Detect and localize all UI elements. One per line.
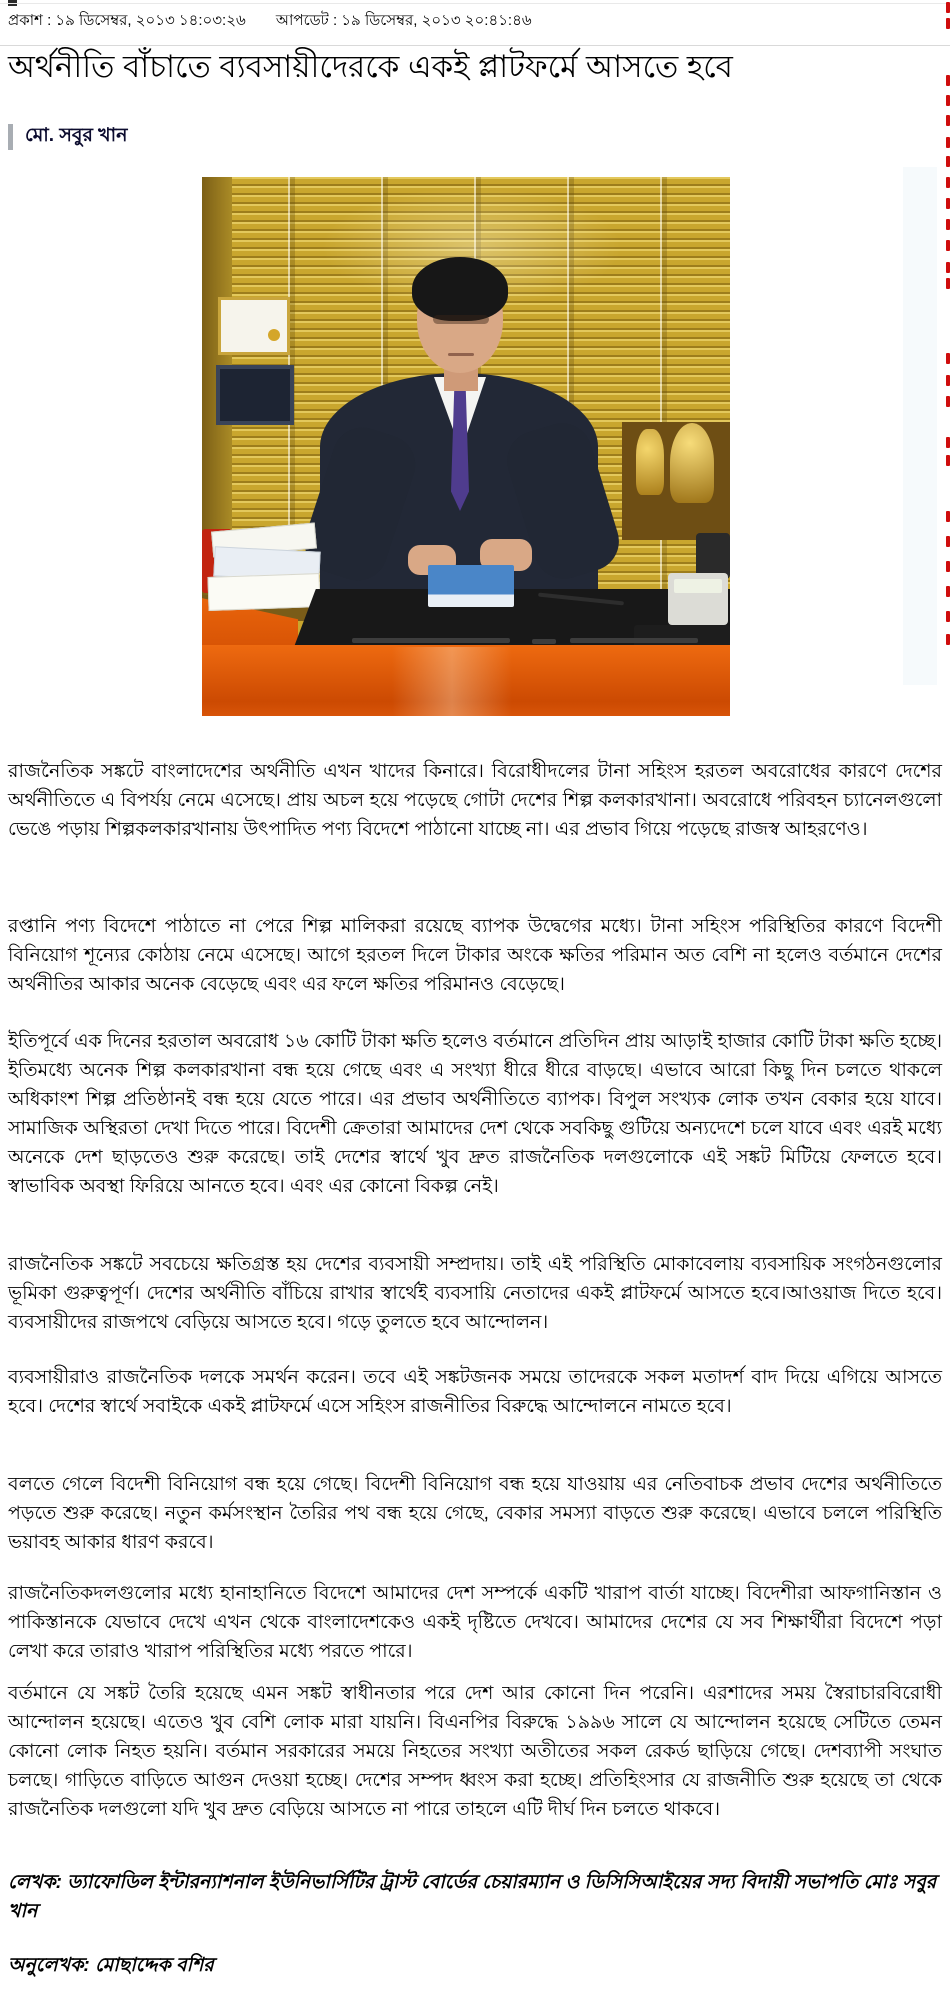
- man-mouth: [448, 353, 474, 356]
- clipped-bullet-icon: [946, 240, 950, 251]
- clipped-bullet-icon: [946, 437, 950, 448]
- clipped-bullet-icon: [946, 198, 950, 209]
- article-paragraph: ইতিপূর্বে এক দিনের হরতাল অবরোধ ১৬ কোটি টাকা ক্ষতি হলেও বর্তমানে প্রতিদিন প্রায় আড়াই হাজার কোটি টাকা ক্ষতি হচ্ছে। ইতিমধ্যে অনেক শিল্প কলকারখানা বন্ধ হয়ে গেছে এবং এ সংখ্যা ধীরে ধীরে বাড়ছে। এভাবে আরো কিছু দিন চলতে থাকলে অধিকাংশ শিল্প প্রতিষ্ঠানই বন্ধ হয়ে যেতে পারে। এর প্রভাব অর্থনীতিতে ব্যাপক। বিপুল সংখ্যক লোক তখন বেকার হয়ে যাবে। সামাজিক অস্থিরতা দেখা দিতে পারে। বিদেশী ক্রেতারা আমাদের দেশ থেকে সবকিছু গুটিয়ে অন্যদেশে চলে যাবে এবং এরই মধ্যে অনেকে দেশ ছাড়তেও শুরু করেছে। তাই দেশের স্বার্থে খুব দ্রুত রাজনৈতিক দলগুলোকে এই সঙ্কট মিটিয়ে ফেলতে হবে। স্বাভাবিক অবস্থা ফিরিয়ে আনতে হবে। এবং এর কোনো বিকল্প নেই।: [8, 1031, 942, 1197]
- article-title: অর্থনীতি বাঁচাতে ব্যবসায়ীদেরকে একই প্লাটফর্মে আসতে হবে: [8, 49, 733, 84]
- clipped-bullet-icon: [946, 75, 950, 86]
- article-paragraph: বলতে গেলে বিদেশী বিনিয়োগ বন্ধ হয়ে গেছে। বিদেশী বিনিয়োগ বন্ধ হয়ে যাওয়ায় এর নেতিবাচক প্রভাব দেশের অর্থনীতিতে পড়তে শুরু করেছে। নতুন কর্মসংস্থান তৈরির পথ বন্ধ হয়ে গেছে, বেকার সমস্যা বাড়তে শুরু করেছে। এভাবে চললে পরিস্থিতি ভয়াবহ আকার ধারণ করবে।: [8, 1474, 942, 1553]
- clipped-bullet-icon: [946, 177, 950, 188]
- man-eyes: [433, 315, 489, 324]
- photo-frame: [216, 365, 294, 425]
- author-name: মো. সবুর খান: [25, 125, 128, 146]
- clipped-bullet-icon: [946, 137, 950, 148]
- clipped-bullet-icon: [946, 95, 950, 106]
- desk-reflection: [392, 647, 512, 716]
- article-photo: [202, 177, 730, 716]
- certificate-seal: [268, 329, 280, 341]
- updated-date: আপডেট : ১৯ ডিসেম্বর, ২০১৩ ২০:৪১:৪৬: [275, 12, 532, 29]
- clipped-bullet-icon: [946, 536, 950, 547]
- published-date: প্রকাশ : ১৯ ডিসেম্বর, ২০১৩ ১৪:০৩:২৬: [8, 12, 246, 29]
- clipped-bullet-icon: [946, 115, 950, 126]
- clipped-bullet-icon: [946, 396, 950, 407]
- man-tie: [451, 389, 469, 511]
- blue-booklet: [428, 565, 514, 607]
- desk-groove: [532, 639, 556, 644]
- byline-marker: [8, 124, 13, 150]
- calculator-screen: [674, 579, 722, 593]
- meta-divider: [0, 45, 950, 46]
- gold-trophy: [636, 429, 664, 495]
- clipped-sidebar-panel: [903, 167, 937, 685]
- article-paragraph: রাজনৈতিক সঙ্কটে সবচেয়ে ক্ষতিগ্রস্ত হয় দেশের ব্যবসায়ী সম্প্রদায়। তাই এই পরিস্থিতি মোকাবেলায় ব্যবসায়িক সংগঠনগুলোর ভূমিকা গুরুত্বপূর্ণ। দেশের অর্থনীতি বাঁচিয়ে রাখার স্বার্থেই ব্যবসায়ি নেতাদের একই প্লাটফর্মে আসতে হবে।আওয়াজ দিতে হবে।ব্যবসায়ীদের রাজপথে বেড়িয়ে আসতে হবে। গড়ে তুলতে হবে আন্দোলন।: [8, 1254, 942, 1333]
- article-paragraph: রাজনৈতিক সঙ্কটে বাংলাদেশের অর্থনীতি এখন খাদের কিনারে। বিরোধীদলের টানা সহিংস হরতল অবরোধের কারণে দেশের অর্থনীতিতে এ বিপর্যয় নেমে এসেছে। প্রায় অচল হয়ে পড়েছে গোটা দেশের শিল্প কলকারখানা। অবরোধে পরিবহন চ্যানেলগুলো ভেঙে পড়ায় শিল্পকলকারখানায় উৎপাদিত পণ্য বিদেশে পাঠানো যাচ্ছে না। এর প্রভাব গিয়ে পড়েছে রাজস্ব আহরণেও।: [8, 761, 942, 840]
- clipped-bullet-icon: [946, 278, 950, 289]
- desk-groove: [570, 638, 698, 643]
- gold-trophy: [670, 423, 714, 503]
- clipped-bullet-icon: [946, 219, 950, 230]
- papers: [207, 573, 320, 611]
- top-divider: [0, 3, 950, 4]
- publish-meta: [8, 10, 558, 32]
- desk-groove: [352, 638, 510, 643]
- co-writer-note: অনুলেখক: মোছাদ্দেক বশির: [8, 1955, 214, 1976]
- article-paragraph: ব্যবসায়ীরাও রাজনৈতিক দলকে সমর্থন করেন। তবে এই সঙ্কটজনক সময়ে তাদেরকে সকল মতাদর্শ বাদ দিয়ে এগিয়ে আসতে হবে। দেশের স্বার্থে সবাইকে একই প্লাটফর্মে এসে সহিংস রাজনীতির বিরুদ্ধে আন্দোলনে নামতে হবে।: [8, 1367, 942, 1417]
- byline: [8, 121, 128, 153]
- clipped-bullet-icon: [946, 2, 950, 13]
- man-hair: [412, 257, 508, 321]
- clipped-bullet-icon: [946, 156, 950, 167]
- clipped-bullet-icon: [946, 18, 950, 29]
- clipped-bullet-icon: [946, 455, 950, 466]
- article-paragraph: বর্তমানে যে সঙ্কট তৈরি হয়েছে এমন সঙ্কট স্বাধীনতার পরে দেশ আর কোনো দিন পরেনি। এরশাদের সময় স্বৈরাচারবিরোধী আন্দোলন হয়েছে। এতেও খুব বেশি লোক মারা যায়নি। বিএনপির বিরুদ্ধে ১৯৯৬ সালে যে আন্দোলন হয়েছে সেটিতে তেমন কোনো লোক নিহত হয়নি। বর্তমান সরকারের সময়ে নিহতের সংখ্যা অতীতের সকল রেকর্ড ছাড়িয়ে গেছে। দেশব্যাপী সংঘাত চলছে। গাড়িতে বাড়িতে আগুন দেওয়া হচ্ছে। দেশের সম্পদ ধ্বংস করা হচ্ছে। প্রতিহিংসার যে রাজনীতি শুরু হয়েছে তা থেকে রাজনৈতিক দলগুলো যদি খুব দ্রুত বেড়িয়ে আসতে না পারে তাহলে এটি দীর্ঘ দিন চলতে থাকবে।: [8, 1683, 942, 1820]
- clipped-bullet-icon: [946, 561, 950, 572]
- article-paragraph: রাজনৈতিকদলগুলোর মধ্যে হানাহানিতে বিদেশে আমাদের দেশ সম্পর্কে একটি খারাপ বার্তা যাচ্ছে। বিদেশীরা আফগানিস্তান ও পাকিস্তানকে যেভাবে দেখে এখন থেকে বাংলাদেশকেও একই দৃষ্টিতে দেখবে। আমাদের দেশের যে সব শিক্ষার্থীরা বিদেশে পড়া লেখা করে তারাও খারাপ পরিস্থিতির মধ্যে পরতে পারে।: [8, 1583, 942, 1662]
- certificate-frame: [218, 297, 290, 355]
- clipped-bullet-icon: [946, 375, 950, 386]
- clipped-bullet-icon: [946, 611, 950, 622]
- clipped-bullet-icon: [946, 262, 950, 273]
- clipped-bullet-icon: [946, 634, 950, 645]
- clipped-bullet-icon: [946, 586, 950, 597]
- article-paragraph: রপ্তানি পণ্য বিদেশে পাঠাতে না পেরে শিল্প মালিকরা রয়েছে ব্যাপক উদ্বেগের মধ্যে। টানা সহিংস পরিস্থিতির কারণে বিদেশী বিনিয়োগ শূন্যের কোঠায় নেমে এসেছে। আগে হরতল দিলে টাকার অংকে ক্ষতির পরিমান অত বেশি না হলেও বর্তমানে দেশের অর্থনীতির আকার অনেক বেড়েছে এবং এর ফলে ক্ষতির পরিমানও বেড়েছে।: [8, 916, 942, 995]
- clipped-bullet-icon: [946, 511, 950, 522]
- author-note: লেখক: ড্যাফোডিল ইন্টারন্যাশনাল ইউনিভার্সিটির ট্রাস্ট বোর্ডের চেয়ারম্যান ও ডিসিসিআইয়ের সদ্য বিদায়ী সভাপতি মোঃ সবুর খান: [8, 1872, 937, 1922]
- clipped-bullet-icon: [946, 353, 950, 364]
